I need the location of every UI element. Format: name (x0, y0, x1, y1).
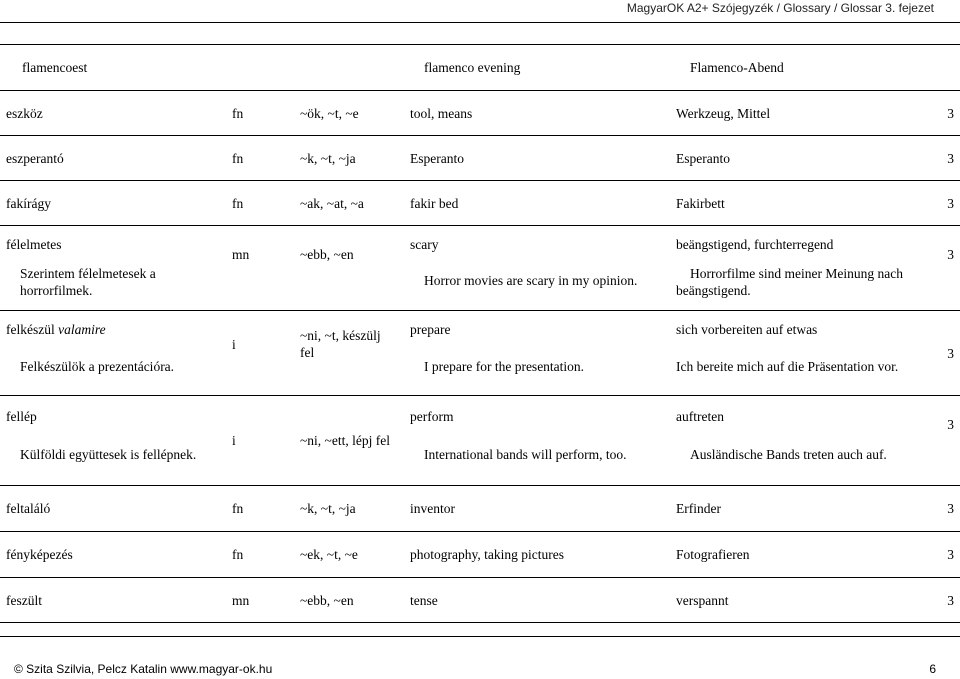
hungarian-cell (0, 311, 226, 396)
word-forms: ~ebb, ~en (294, 226, 404, 311)
page-number: 6 (929, 662, 936, 676)
hungarian-example (6, 253, 220, 299)
header-rule (0, 22, 960, 23)
german-translation: Fakirbett (670, 181, 936, 226)
german-translation: Erfinder (670, 486, 936, 532)
hungarian-term: felkészül (6, 322, 55, 337)
german-cell (670, 311, 936, 396)
german-translation: sich vorbereiten auf etwas (676, 322, 818, 337)
part-of-speech: fn (226, 91, 294, 136)
chapter-number: 3 (936, 181, 960, 226)
hungarian-cell (0, 396, 226, 486)
part-of-speech: fn (226, 136, 294, 181)
table-row (0, 181, 960, 226)
table-row (0, 226, 960, 311)
part-of-speech: mn (226, 578, 294, 623)
footer-rule (0, 636, 960, 637)
table-row (0, 396, 960, 486)
english-translation: inventor (404, 486, 670, 532)
german-example: Horrorfilme sind meiner Meinung nach beängstigend. (676, 266, 903, 298)
english-example: Horror movies are scary in my opinion. (424, 273, 638, 288)
english-translation: Esperanto (404, 136, 670, 181)
german-translation: beängstigend, furchterregend (676, 237, 834, 252)
word-forms: ~ak, ~at, ~a (294, 181, 404, 226)
hungarian-term-line (6, 321, 220, 338)
part-of-speech: mn (226, 226, 294, 311)
chapter-number: 3 (936, 136, 960, 181)
german-translation: Esperanto (670, 136, 936, 181)
glossary-table (0, 44, 960, 623)
german-translation: Werkzeug, Mittel (670, 91, 936, 136)
hungarian-term: eszperantó (0, 136, 226, 181)
english-translation: scary (410, 237, 439, 252)
table-row (0, 91, 960, 136)
chapter-number: 3 (936, 396, 960, 486)
chapter-number: 3 (936, 91, 960, 136)
word-forms: ~k, ~t, ~ja (294, 136, 404, 181)
hungarian-term: fellép (6, 409, 37, 424)
word-forms: ~k, ~t, ~ja (294, 486, 404, 532)
chapter-number: 3 (936, 578, 960, 623)
english-example: International bands will perform, too. (424, 447, 627, 462)
hungarian-term: flamencoest (0, 45, 226, 91)
hungarian-term-complement: valamire (58, 322, 106, 337)
german-translation: verspannt (670, 578, 936, 623)
footer-credit: © Szita Szilvia, Pelcz Katalin www.magyar-ok.hu (14, 662, 273, 676)
english-cell (404, 226, 670, 311)
chapter-number: 3 (936, 226, 960, 311)
page-footer (14, 660, 936, 678)
word-forms: ~ek, ~t, ~e (294, 532, 404, 578)
chapter-number (936, 45, 960, 91)
table-row (0, 578, 960, 623)
english-translation: prepare (410, 322, 451, 337)
word-forms: ~ni, ~t, készülj fel (294, 311, 404, 396)
hungarian-cell (0, 226, 226, 311)
table-row (0, 45, 960, 91)
part-of-speech: fn (226, 532, 294, 578)
hungarian-term: eszköz (0, 91, 226, 136)
table-row (0, 532, 960, 578)
table-row (0, 136, 960, 181)
hungarian-example: Külföldi együttesek is fellépnek. (20, 447, 197, 462)
german-cell (670, 396, 936, 486)
german-example: Ausländische Bands treten auch auf. (690, 447, 887, 462)
part-of-speech: fn (226, 181, 294, 226)
word-forms: ~ni, ~ett, lépj fel (294, 396, 404, 486)
hungarian-example: Felkészülök a prezentációra. (20, 359, 175, 374)
english-translation: tense (404, 578, 670, 623)
table-row (0, 486, 960, 532)
english-translation: photography, taking pictures (404, 532, 670, 578)
chapter-number: 3 (936, 486, 960, 532)
english-cell (404, 311, 670, 396)
header-title: MagyarOK A2+ Szójegyzék / Glossary / Glossar 3. fejezet (626, 1, 934, 15)
hungarian-term: félelmetes (6, 237, 62, 252)
german-translation: Fotografieren (670, 532, 936, 578)
german-translation: Flamenco-Abend (670, 45, 936, 91)
word-forms: ~ebb, ~en (294, 578, 404, 623)
chapter-number: 3 (936, 311, 960, 396)
table-row (0, 311, 960, 396)
hungarian-term: fakírágy (0, 181, 226, 226)
german-cell (670, 226, 936, 311)
hungarian-term: feszült (0, 578, 226, 623)
empty-cell (226, 45, 404, 91)
part-of-speech: i (226, 396, 294, 486)
english-translation: fakir bed (404, 181, 670, 226)
word-forms: ~ök, ~t, ~e (294, 91, 404, 136)
english-example: I prepare for the presentation. (424, 359, 585, 374)
english-cell (404, 396, 670, 486)
hungarian-term: fényképezés (0, 532, 226, 578)
german-example: Ich bereite mich auf die Präsentation vor. (676, 359, 899, 374)
hungarian-example-text: Szerintem félelmetesek a horrorfilmek. (20, 266, 156, 298)
part-of-speech: fn (226, 486, 294, 532)
english-translation: perform (410, 409, 454, 424)
german-translation: auftreten (676, 409, 724, 424)
part-of-speech: i (226, 311, 294, 396)
chapter-number: 3 (936, 532, 960, 578)
english-translation: tool, means (404, 91, 670, 136)
english-translation: flamenco evening (404, 45, 670, 91)
hungarian-term: feltaláló (0, 486, 226, 532)
